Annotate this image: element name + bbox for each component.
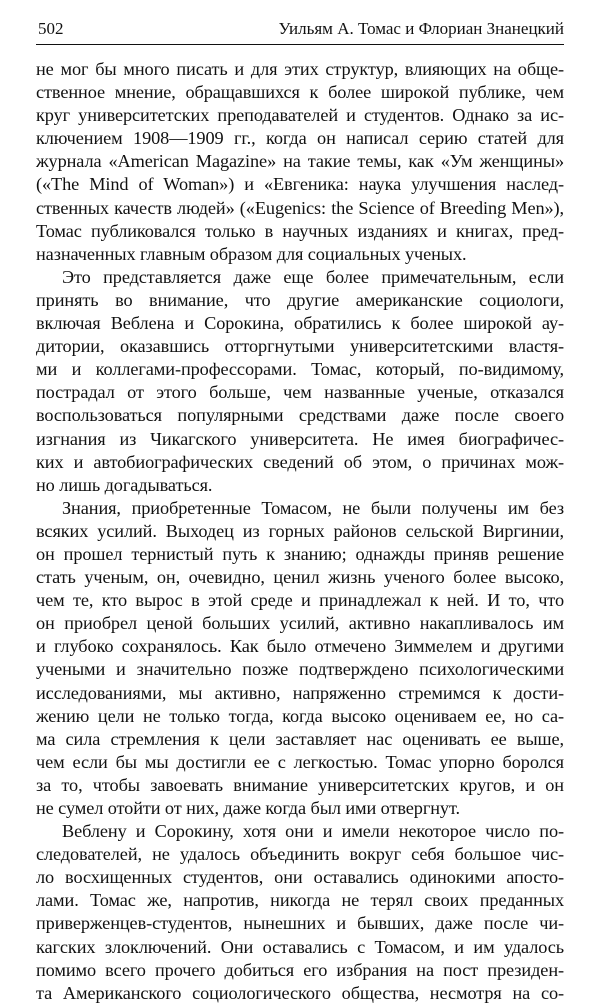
text-line: ло восхищенных студентов, они оставались одинокими апосто- [36,867,564,888]
text-line: следователей, не удалось объединить вокруг себя большое чис- [36,844,564,865]
text-line: ключением 1908—1909 гг., когда он написал серию статей для [36,128,564,149]
paragraph [36,820,564,1005]
text-line: Знания, приобретенные Томасом, не были получены им без [62,497,564,518]
text-line: («The Mind of Woman») и «Евгеника: наука улучшения наслед- [36,174,564,195]
text-line: за то, чтобы завоевать внимание университетских кругов, и он [36,774,564,795]
text-line: исследованиями, мы активно, напряженно стремимся к дости- [36,682,564,703]
text-line: и глубоко сохранялось. Как было отмечено Зиммелем и другими [36,636,564,657]
text-line: воспользоваться популярными средствами даже после своего [36,405,564,426]
text-line: чем те, кто вырос в этой среде и принадлежал к ней. И то, что [36,590,564,611]
text-line: всяких усилий. Выходец из горных районов сельской Виргинии, [36,520,564,541]
text-line: пострадал от этого больше, чем названные ученые, отказался [36,382,564,403]
paragraph [36,497,564,820]
text-line: Томас публиковался только в научных изданиях и книгах, пред- [36,220,564,241]
book-page [36,0,564,1003]
text-line: чем если бы мы достигли ее с легкостью. Томас упорно боролся [36,751,564,772]
text-line: принять во внимание, что другие американские социологи, [36,289,564,310]
text-line: та Американского социологического общества, несмотря на со- [36,982,564,1003]
text-line: помимо всего прочего добиться его избрания на пост президен- [36,959,564,980]
text-line: стать ученым, он, очевидно, ценил жизнь ученого более высоко, [36,567,564,588]
page-header [36,14,564,45]
page-number: 502 [38,19,64,38]
text-line: журнала «American Magazine» на такие темы, как «Ум женщины» [36,151,564,172]
text-line: кагских злоключений. Они оставались с Томасом, и им удалось [36,936,564,957]
body-text [36,58,564,1005]
text-line: назначенных главным образом для социальных ученых. [36,243,467,264]
text-line: ственных качеств людей» («Eugenics: the Science of Breeding Men»), [36,197,564,218]
text-line: он приобрел ценой больших усилий, активно накапливалось им [36,613,564,634]
text-line: круг университетских преподавателей и студентов. Однако за ис- [36,105,564,126]
text-line: Это представляется даже еще более примечательным, если [62,266,564,287]
text-line: жению цели не только тогда, когда высоко оцениваем ее, но са- [36,705,564,726]
text-line: ма сила стремления к цели заставляет нас оценивать ее выше, [36,728,564,749]
text-line: Веблену и Сорокину, хотя они и имели некоторое число по- [62,821,564,842]
text-line: дитории, оказавшись отторгнутыми университетскими властя- [36,336,564,357]
text-line: но лишь догадываться. [36,474,213,495]
text-line: ственное мнение, обращавшихся к более широкой публике, чем [36,82,564,103]
text-line: он прошел тернистый путь к знанию; однажды приняв решение [36,543,564,564]
text-line: ких и автобиографических сведений об этом, о причинах мож- [36,451,564,472]
paragraph [36,58,564,266]
text-line: приверженцев-студентов, нынешних и бывших, даже после чи- [36,913,564,934]
paragraph [36,266,564,497]
text-line: изгнания из Чикагского университета. Не имея биографичес- [36,428,564,449]
text-line: ми и коллегами-профессорами. Томас, который, по-видимому, [36,359,564,380]
text-line: не мог бы много писать и для этих структур, влияющих на обще- [36,59,564,79]
text-line: учеными и значительно позже подтверждено психологическими [36,659,564,680]
text-line: не сумел отойти от них, даже когда был ими отвергнут. [36,798,460,818]
text-line: лами. Томас же, напротив, никогда не терял своих преданных [36,890,564,911]
text-line: включая Веблена и Сорокина, обратились к более широкой ау- [36,313,564,334]
running-head: Уильям А. Томас и Флориан Знанецкий [278,19,564,38]
